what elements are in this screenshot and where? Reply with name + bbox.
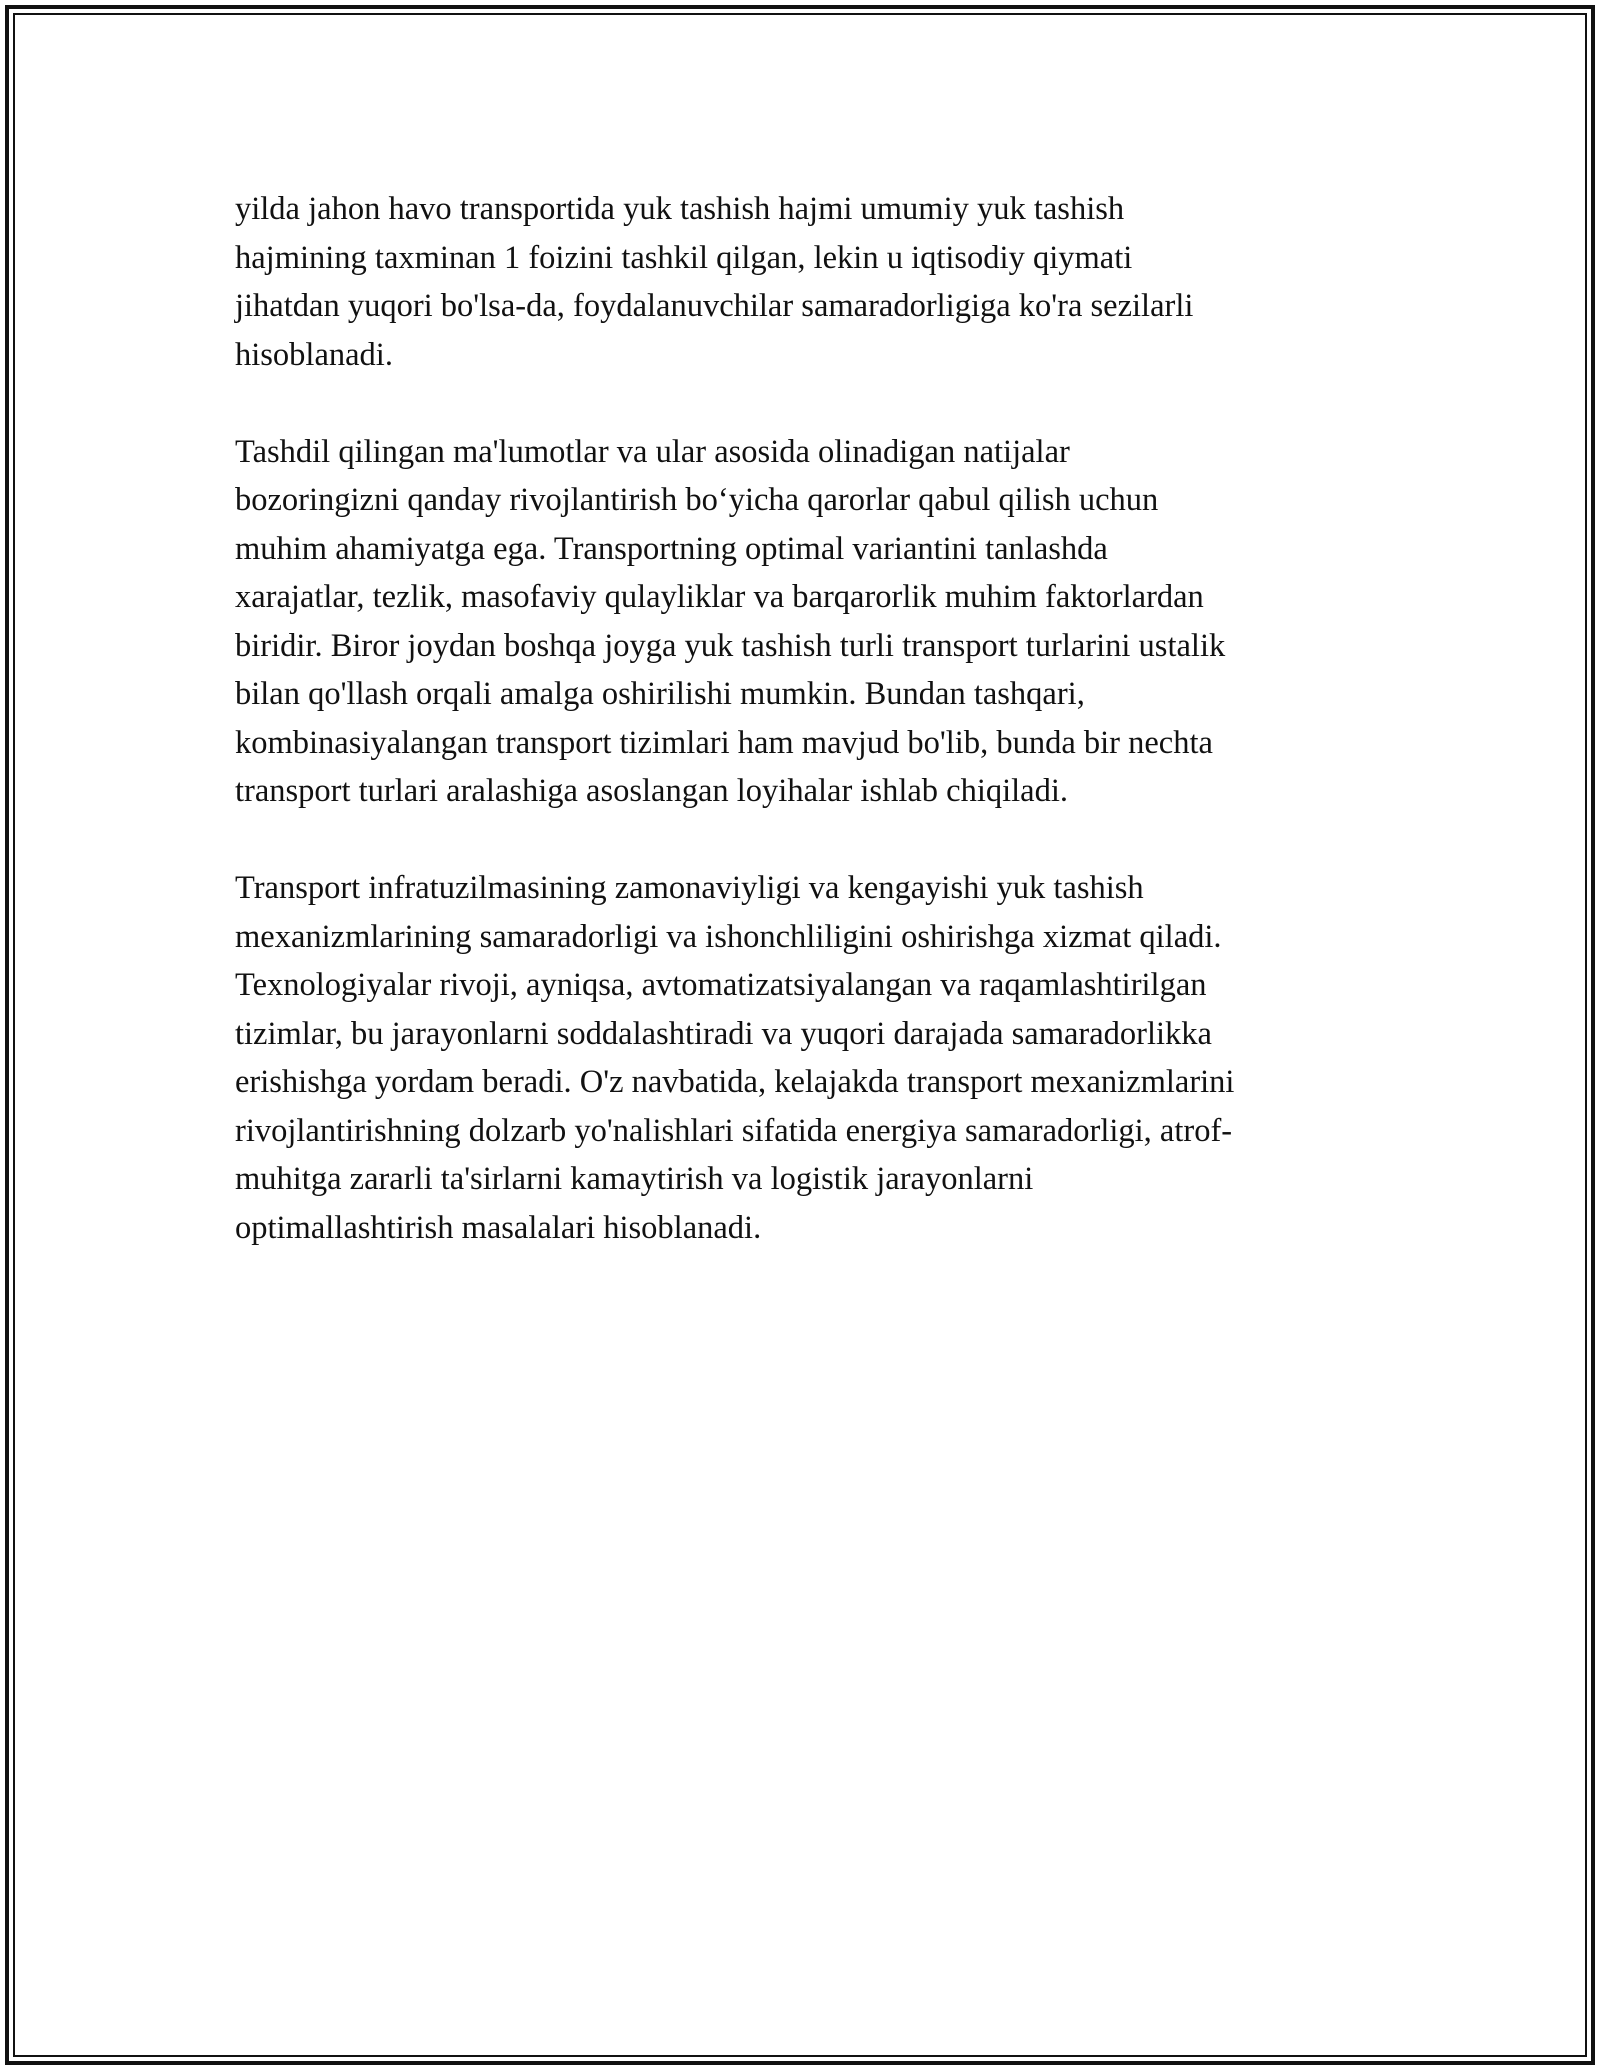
text-line: muhitga zararli ta'sirlarni kamaytirish va logistik jarayonlarni xyxy=(235,1161,1034,1197)
text-line: Transport infratuzilmasining zamonaviyligi va kengayishi yuk tashish xyxy=(235,870,1144,906)
text-line: erishishga yordam beradi. O'z navbatida, kelajakda transport mexanizmlarini xyxy=(235,1064,1235,1100)
text-line: mexanizmlarining samaradorligi va ishonchliligini oshirishga xizmat qiladi. xyxy=(235,918,1222,955)
text-line: rivojlantirishning dolzarb yo'nalishlari sifatida energiya samaradorligi, atrof- xyxy=(235,1112,1233,1149)
text-line: jihatdan yuqori bo'lsa-da, foydalanuvchilar samaradorligiga ko'ra sezilarli xyxy=(235,288,1194,324)
text-line: optimallashtirish masalalari hisoblanadi. xyxy=(235,1209,762,1246)
text-line: xarajatlar, tezlik, masofaviy qulayliklar va barqarorlik muhim faktorlardan xyxy=(235,579,1204,615)
text-line: kombinasiyalangan transport tizimlari ham mavjud bo'lib, bunda bir nechta xyxy=(235,724,1213,761)
text-line: Tashdil qilingan ma'lumotlar va ular asosida olinadigan natijalar xyxy=(235,433,1070,470)
paragraph-3 xyxy=(235,864,1375,1252)
text-line: Texnologiyalar rivoji, ayniqsa, avtomatizatsiyalangan va raqamlashtirilgan xyxy=(235,967,1207,1003)
paragraph-1 xyxy=(235,185,1375,379)
text-line: yilda jahon havo transportida yuk tashish hajmi umumiy yuk tashish xyxy=(235,191,1125,227)
document-body xyxy=(235,185,1375,1301)
text-line: tizimlar, bu jarayonlarni soddalashtiradi va yuqori darajada samaradorlikka xyxy=(235,1015,1212,1052)
text-line: hisoblanadi. xyxy=(235,336,393,373)
text-line: bilan qo'llash orqali amalga oshirilishi mumkin. Bundan tashqari, xyxy=(235,676,1085,712)
text-line: biridir. Biror joydan boshqa joyga yuk tashish turli transport turlarini ustalik xyxy=(235,627,1226,664)
text-line: muhim ahamiyatga ega. Transportning optimal variantini tanlashda xyxy=(235,530,1108,567)
text-line: transport turlari aralashiga asoslangan loyihalar ishlab chiqiladi. xyxy=(235,773,1069,809)
paragraph-2 xyxy=(235,428,1375,816)
text-line: bozoringizni qanday rivojlantirish bo‘yicha qarorlar qabul qilish uchun xyxy=(235,482,1159,518)
text-line: hajmining taxminan 1 foizini tashkil qilgan, lekin u iqtisodiy qiymati xyxy=(235,239,1133,276)
